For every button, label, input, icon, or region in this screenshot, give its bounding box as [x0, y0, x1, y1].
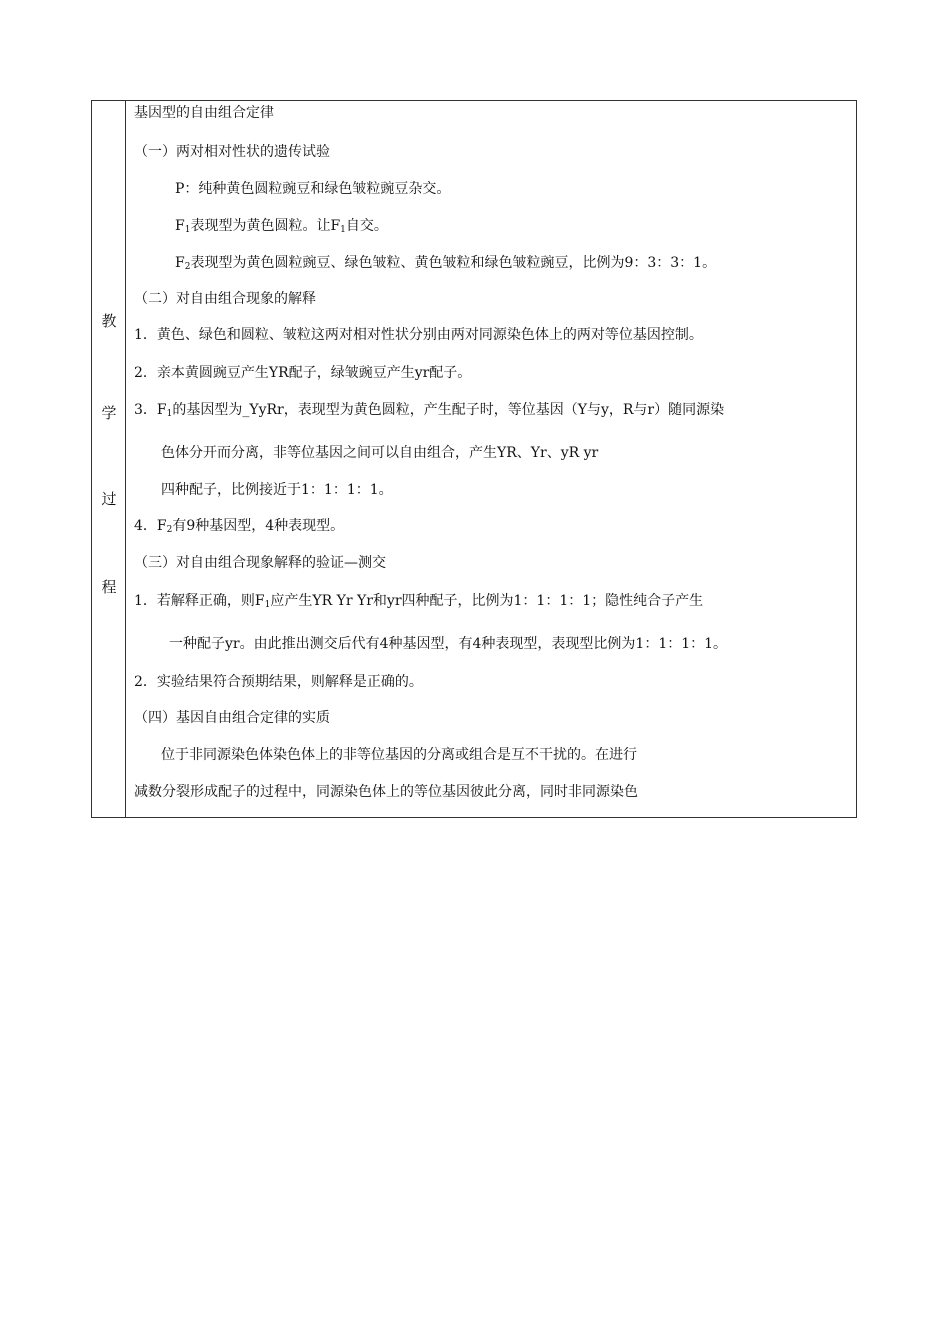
s2-item-3-text-b: 的基因型为_YyRr，表现型为黄色圆粒，产生配子时，等位基因（Y与y，R与r）随同源染	[172, 402, 725, 418]
s3-item-1-text-a: 1．若解释正确，则F	[134, 593, 265, 609]
s1-f1-subscript: 1	[184, 225, 191, 235]
s1-heading: （一）两对相对性状的遗传试验	[134, 144, 330, 160]
side-label-char-4: 程	[101, 578, 117, 596]
s1-f2-line	[175, 254, 716, 272]
s4-heading: （四）基因自由组合定律的实质	[134, 710, 330, 726]
s3-item-1-subscript: 1	[264, 600, 271, 610]
column-divider	[125, 100, 126, 818]
s2-item-3-subscript: 1	[166, 409, 173, 419]
side-label-char-3: 过	[101, 490, 117, 508]
s2-item-4-text-a: 4．F	[134, 518, 167, 534]
s2-item-2: 2．亲本黄圆豌豆产生YR配子，绿皱豌豆产生yr配子。	[134, 365, 472, 381]
s2-item-4-text-b: 有9种基因型，4种表现型。	[172, 518, 345, 534]
side-label-char-1: 教	[101, 312, 117, 330]
s1-f1-subscript-2: 1	[340, 225, 346, 235]
side-label-char-2: 学	[101, 404, 117, 422]
s2-item-3-text-a: 3．F	[134, 402, 167, 418]
section-title: 基因型的自由组合定律	[134, 105, 274, 121]
s3-item-1-text-b: 应产生YR Yr Yr和yr四种配子，比例为1：1：1：1；隐性纯合子产生	[270, 593, 704, 609]
s3-item-1	[134, 592, 703, 610]
s4-paragraph-line-2: 减数分裂形成配子的过程中，同源染色体上的等位基因彼此分离，同时非同源染色	[134, 784, 638, 800]
s1-f1-text-a: F	[175, 218, 185, 234]
s4-paragraph-line-1: 位于非同源染色体染色体上的非等位基因的分离或组合是互不干扰的。在进行	[161, 747, 637, 763]
s2-item-4-subscript: 2	[166, 525, 173, 535]
s1-f1-line	[175, 217, 388, 235]
s2-item-1: 1．黄色、绿色和圆粒、皱粒这两对相对性状分别由两对同源染色体上的两对等位基因控制。	[134, 327, 703, 343]
s1-f1-text-b: 表现型为黄色圆粒。让F	[190, 218, 341, 234]
s2-item-4	[134, 517, 344, 535]
s1-f2-subscript: 2	[184, 262, 191, 272]
s3-item-1-line-2: 一种配子yr。由此推出测交后代有4种基因型，有4种表现型，表现型比例为1：1：1：1。	[169, 636, 728, 652]
s2-heading: （二）对自由组合现象的解释	[134, 291, 316, 307]
s2-item-3-line-2: 色体分开而分离，非等位基因之间可以自由组合，产生YR、Yr、yR yr	[161, 445, 599, 461]
s1-parent-cross: P：纯种黄色圆粒豌豆和绿色皱粒豌豆杂交。	[175, 181, 451, 197]
s2-item-3-line-3: 四种配子，比例接近于1：1：1：1。	[161, 482, 393, 498]
s3-item-2: 2．实验结果符合预期结果，则解释是正确的。	[134, 674, 423, 690]
s1-f2-text-a: F	[175, 255, 185, 271]
s2-item-3	[134, 401, 724, 419]
s3-heading: （三）对自由组合现象解释的验证—测交	[134, 555, 386, 571]
s1-f1-text-c: 自交。	[345, 218, 388, 234]
s1-f2-text-b: 表现型为黄色圆粒豌豆、绿色皱粒、黄色皱粒和绿色皱粒豌豆，比例为9：3：3：1。	[190, 255, 717, 271]
